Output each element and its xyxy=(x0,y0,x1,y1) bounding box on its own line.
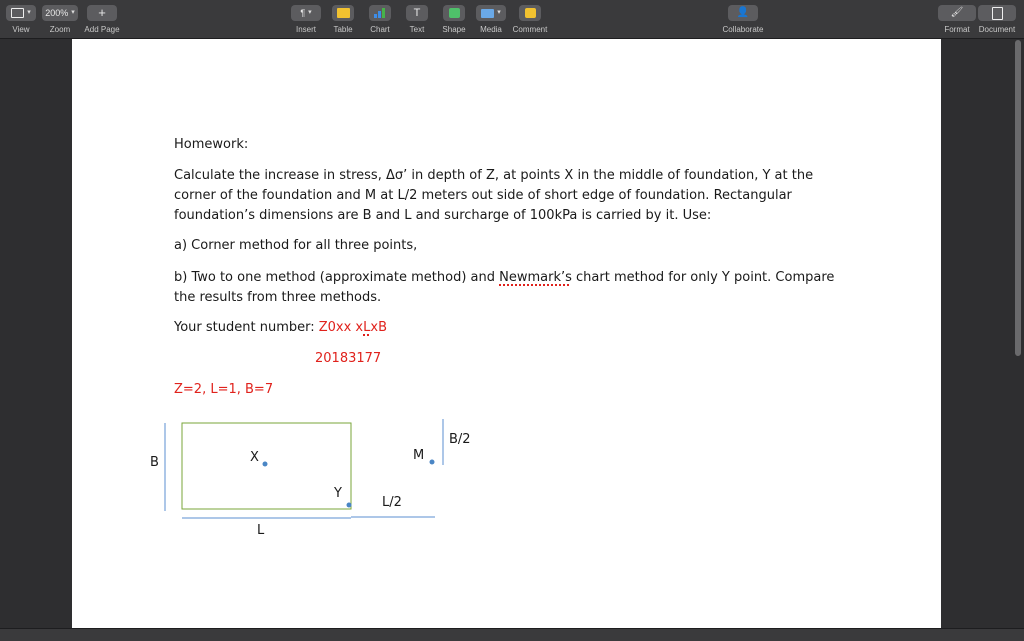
comment-button[interactable] xyxy=(512,5,548,37)
collaborate-label: Collaborate xyxy=(722,25,764,34)
label-l-half: L/2 xyxy=(382,495,402,510)
chevron-down-icon: ▾ xyxy=(27,9,31,16)
chart-label: Chart xyxy=(370,25,390,34)
text-button[interactable] xyxy=(404,5,430,37)
chart-icon xyxy=(374,8,387,18)
shape-label: Shape xyxy=(442,25,466,34)
student-pattern-b: B xyxy=(378,320,387,335)
item-a: a) Corner method for all three points, xyxy=(174,238,418,253)
student-pattern-x: x xyxy=(370,320,379,335)
student-pattern-l: L xyxy=(363,320,371,335)
text-label: Text xyxy=(409,25,425,34)
label-b-half: B/2 xyxy=(449,432,471,447)
sidebar-icon xyxy=(11,8,24,18)
collaborate-button[interactable] xyxy=(718,5,768,37)
label-m: M xyxy=(413,448,425,463)
point-m xyxy=(430,460,435,465)
chevron-down-icon: ▾ xyxy=(497,9,501,16)
media-icon xyxy=(481,9,494,18)
toolbar xyxy=(0,0,1024,39)
zoom-value: 200% xyxy=(45,8,69,18)
item-b-end: chart method for only Y point. Compare the results from three methods. xyxy=(174,270,835,305)
label-x: X xyxy=(250,450,259,465)
add-page-label: Add Page xyxy=(84,25,120,34)
view-label: View xyxy=(12,25,30,34)
collaborate-icon: 👤 xyxy=(736,7,750,18)
media-button[interactable] xyxy=(476,5,506,37)
shape-icon xyxy=(449,8,460,18)
shape-button[interactable] xyxy=(440,5,468,37)
vertical-scrollbar[interactable] xyxy=(1015,40,1021,356)
homework-heading: Homework: xyxy=(174,137,249,152)
table-label: Table xyxy=(333,25,353,34)
foundation-diagram xyxy=(72,39,941,628)
student-number: 20183177 xyxy=(315,351,382,366)
label-y: Y xyxy=(334,486,342,501)
student-label: Your student number: xyxy=(174,320,319,335)
spelling-flag-word: Newmark’s xyxy=(499,270,572,285)
plus-icon: + xyxy=(98,5,106,20)
point-x xyxy=(263,462,268,467)
comment-icon xyxy=(525,8,536,18)
student-pattern-a: Z0xx x xyxy=(318,320,364,335)
bottom-bar xyxy=(0,628,1024,641)
document-label: Document xyxy=(978,25,1016,34)
add-page-button[interactable] xyxy=(84,5,120,37)
label-l: L xyxy=(257,523,265,538)
paragraph-icon: ¶ xyxy=(300,8,306,18)
parameters: Z=2, L=1, B=7 xyxy=(174,382,274,397)
zoom-label: Zoom xyxy=(49,25,71,34)
media-label: Media xyxy=(480,25,502,34)
left-gutter xyxy=(0,39,72,628)
point-y xyxy=(347,503,352,508)
format-label: Format xyxy=(944,25,970,34)
view-button[interactable] xyxy=(6,5,36,37)
comment-label: Comment xyxy=(512,25,548,34)
insert-button[interactable] xyxy=(289,5,323,37)
right-gutter xyxy=(941,39,1024,628)
zoom-button[interactable] xyxy=(42,5,78,37)
document-button[interactable] xyxy=(976,5,1018,37)
table-icon xyxy=(337,8,350,18)
document-page[interactable] xyxy=(72,39,941,628)
table-button[interactable] xyxy=(330,5,356,37)
chevron-down-icon: ▾ xyxy=(71,9,75,16)
document-icon xyxy=(992,7,1003,20)
insert-label: Insert xyxy=(295,25,316,34)
chart-button[interactable] xyxy=(366,5,394,37)
label-b: B xyxy=(150,455,159,470)
text-icon: T xyxy=(413,7,421,19)
chevron-down-icon: ▾ xyxy=(308,9,312,16)
item-b-start: b) Two to one method (approximate method) and xyxy=(174,270,500,285)
paintbrush-icon: 🖌 xyxy=(950,7,964,18)
problem-paragraph: Calculate the increase in stress, Δσ’ in depth of Z, at points X in the middle of foundation, Y at the corner of the foundation and M at L/2 meters out side of short edge of foundation. Rectangular foundation’s dimensions are B and L and surcharge of 100kPa is carried by it. Use: xyxy=(174,168,814,223)
format-button[interactable] xyxy=(938,5,976,37)
